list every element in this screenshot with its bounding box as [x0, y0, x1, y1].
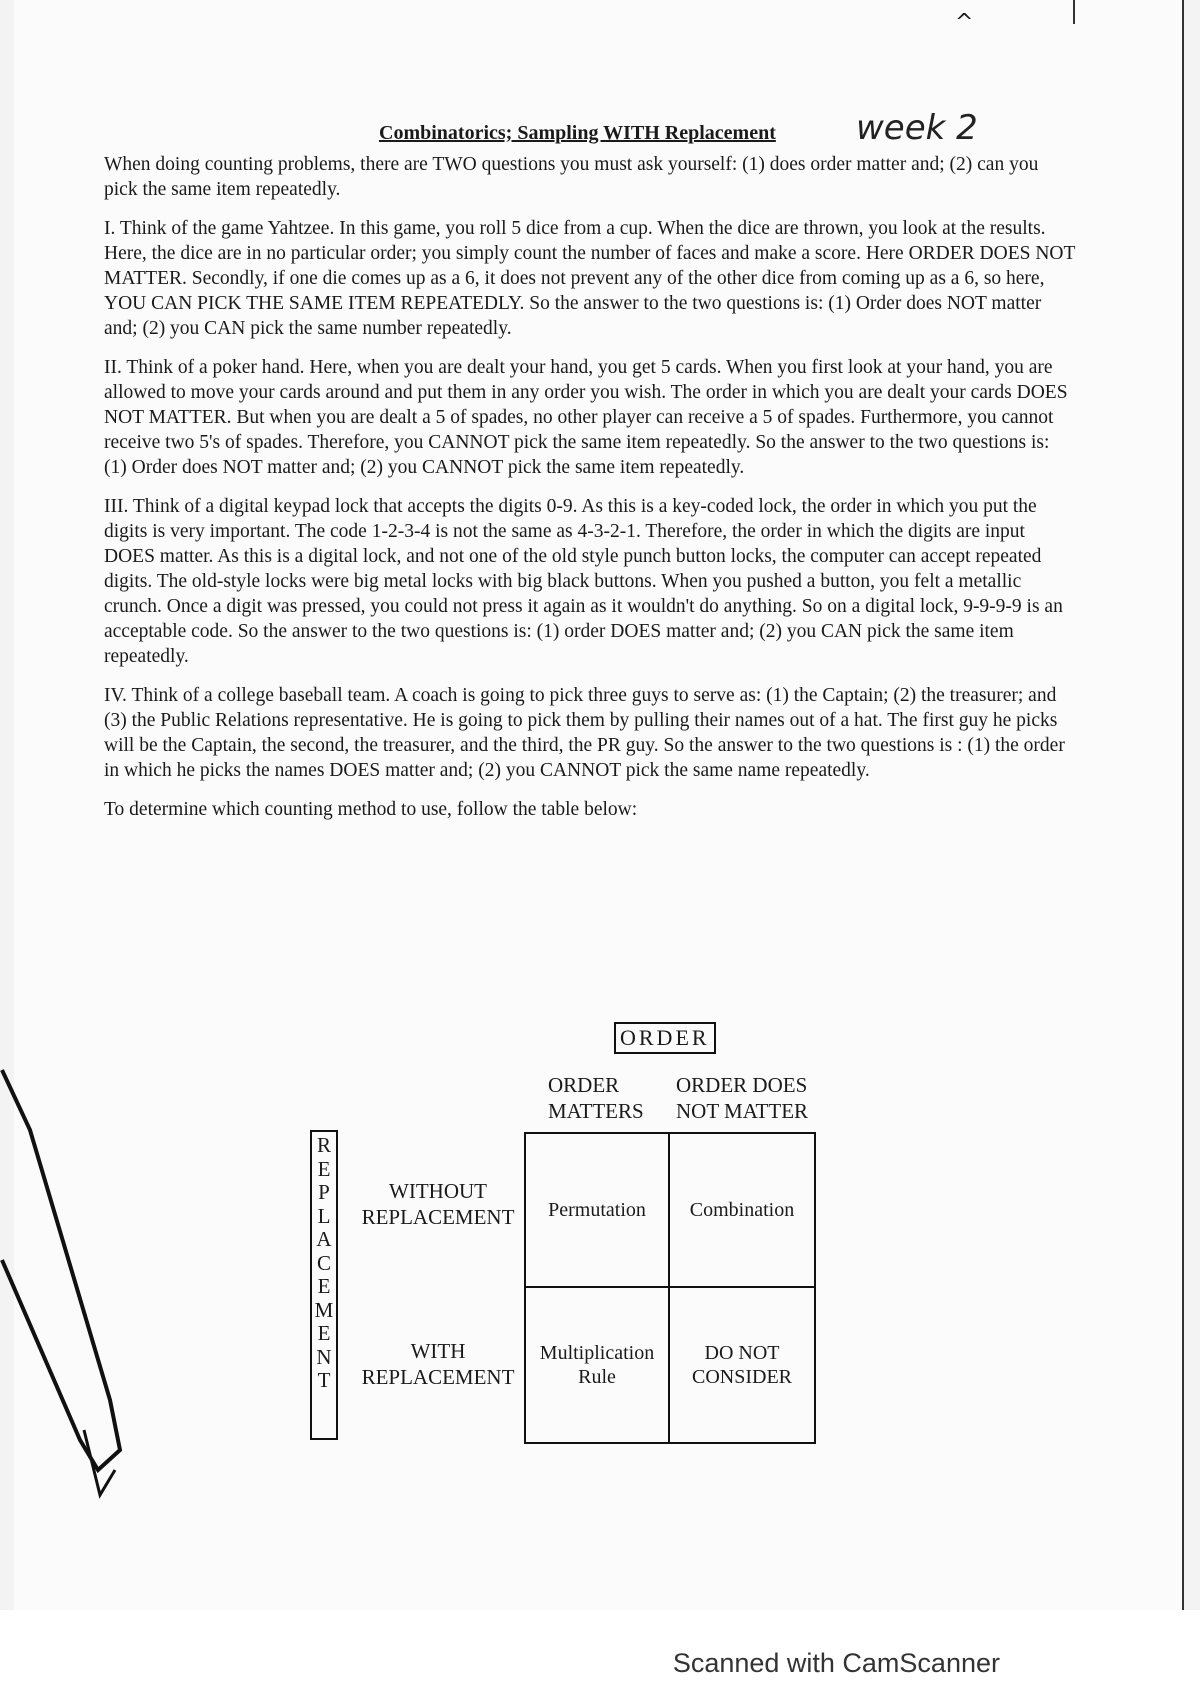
- col-header-order-does-not-matter: ORDER DOES NOT MATTER: [676, 1073, 809, 1123]
- row-header-without-replacement: WITHOUT REPLACEMENT: [361, 1179, 515, 1229]
- col-header-order-matters: ORDER MATTERS: [548, 1073, 644, 1123]
- replacement-letter: E: [317, 1156, 331, 1181]
- page-edge-mark: [1073, 0, 1075, 24]
- cell-multiplication-rule: Multiplication Rule: [526, 1288, 670, 1442]
- page-title: Combinatorics; Sampling WITH Replacement: [379, 122, 776, 144]
- replacement-letter: M: [314, 1297, 334, 1322]
- replacement-letter: R: [316, 1133, 331, 1157]
- row-header-with-replacement: WITH REPLACEMENT: [361, 1339, 515, 1389]
- paragraph-intro: When doing counting problems, there are TWO questions you must ask yourself: (1) does order matter and; (2) can you pick the same item repeatedly.: [104, 154, 1039, 200]
- order-label: ORDER: [614, 1022, 716, 1054]
- method-grid: [524, 1132, 816, 1444]
- paragraph-yahtzee: I. Think of the game Yahtzee. In this game, you roll 5 dice from a cup. When the dice are thrown, you look at the results. Here, the dice are in no particular order; you simply count the number of faces and make a score. Here ORDER DOES NOT MATTER. Secondly, if one die comes up as a 6, it does not prevent any of the other dice from coming up as a 6, so here, YOU CAN PICK THE SAME ITEM REPEATEDLY. So the answer to the two questions is: (1) Order does NOT matter and; (2) you CAN pick the same number repeatedly.: [104, 218, 1076, 339]
- replacement-label-text: [312, 1134, 336, 1393]
- replacement-letter: E: [317, 1274, 331, 1298]
- handwritten-note: week 2: [856, 108, 978, 148]
- paragraph-table-instruction: To determine which counting method to use, follow the table below:: [104, 799, 638, 820]
- scanner-watermark: Scanned with CamScanner: [672, 1648, 1000, 1678]
- scan-margin: [0, 1610, 1200, 1698]
- cell-permutation: Permutation: [526, 1134, 670, 1288]
- replacement-letter: A: [316, 1227, 332, 1251]
- replacement-letter: C: [316, 1250, 331, 1275]
- pen-icon: [0, 1050, 130, 1510]
- replacement-letter: T: [317, 1368, 331, 1392]
- paragraph-poker: II. Think of a poker hand. Here, when you are dealt your hand, you get 5 cards. When you first look at your hand, you are allowed to move your cards around and put them in any order you wish. The order in which you are dealt your cards DOES NOT MATTER. But when you are dealt a 5 of spades, no other player can receive a 5 of spades. Furthermore, you cannot receive two 5's of spades. Therefore, you CANNOT pick the same item repeatedly. So the answer to the two questions is: (1) Order does NOT matter and; (2) you CANNOT pick the same item repeatedly.: [104, 357, 1068, 478]
- paragraph-baseball-team: IV. Think of a college baseball team. A coach is going to pick three guys to serve as: (1) the Captain; (2) the treasurer; and (3) the Public Relations representative. He is going to pick them by pulling their names out of a hat. The first guy he picks will be the Captain, the second, the treasurer, and the third, the PR guy. So the answer to the two questions is : (1) the order in which he picks the names DOES matter and; (2) you CANNOT pick the same name repeatedly.: [104, 685, 1065, 781]
- replacement-letter: E: [317, 1321, 331, 1345]
- paragraph-keypad-lock: III. Think of a digital keypad lock that accepts the digits 0-9. As this is a key-coded lock, the order in which you put the digits is very important. The code 1-2-3-4 is not the same as 4-3-2-1. Therefore, the order in which the digits are input DOES matter. As this is a digital lock, and not one of the old style punch button locks, the computer can accept repeated digits. The old-style locks were big metal locks with big black buttons. When you pushed a button, you felt a metallic crunch. Once a digit was pressed, you could not press it again as it wouldn't do anything. So on a digital lock, 9-9-9-9 is an acceptable code. So the answer to the two questions is: (1) order DOES matter and; (2) you CAN pick the same item repeatedly.: [104, 496, 1063, 667]
- cell-do-not-consider: DO NOT CONSIDER: [691, 1342, 792, 1388]
- top-mark: ^: [955, 10, 974, 35]
- replacement-letter: P: [318, 1180, 330, 1204]
- replacement-letter: N: [316, 1344, 332, 1369]
- replacement-label: [310, 1130, 338, 1440]
- counting-method-table: [310, 1020, 830, 1460]
- cell-combination: Combination: [670, 1134, 814, 1288]
- replacement-letter: L: [317, 1203, 331, 1228]
- document-body: [104, 108, 1076, 836]
